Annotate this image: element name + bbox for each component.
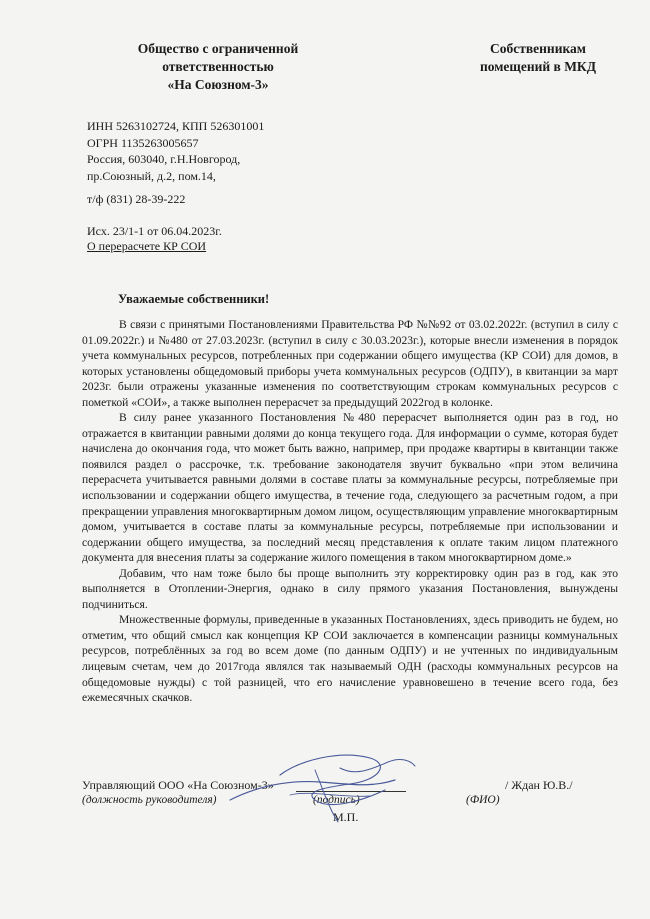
body-paragraph: В связи с принятыми Постановлениями Правительства РФ №№92 от 03.02.2022г. (вступил в силу с 01.09.2022г.) и №480 от 27.03.2023г. (вступил в силу с 30.03.2023г.), которые внесли изменения в порядок учета коммунальных ресурсов, потребленных при содержании общего имущества (КР СОИ) для домов, в которых установлены общедомовый приборы учета коммунальных ресурсов (ОДПУ), в квитанции за март 2023г. были отражены указанные изменения по соответствующим строкам коммунальных ресурсов с пометкой «СОИ», а также выполнен перерасчет за предыдущий 2022год в колонке. — [82, 318, 618, 409]
recipient-line: помещений в МКД — [479, 59, 597, 74]
sender-organization — [118, 40, 318, 94]
requisite-line: Россия, 603040, г.Н.Новгород, — [87, 152, 241, 166]
caption-signature: (подпись) — [313, 794, 360, 806]
body-paragraph: В силу ранее указанного Постановления №480 перерасчет выполняется один раз в год, но отражается в квитанции равными долями до конца текущего года. Для информации о сумме, которая будет начислена до окончания года, что может быть важно, например, при продаже квартиры в квитанции также появился раздел о рассрочке, т.к. требование законодателя звучит буквально «при этом величина перерасчета учитывается равными долями в составе платы за коммунальные ресурсы, потребляемые при использовании и содержании общего имущества, в течение года, следующего за расчетным годом, а при прекращении управления многоквартирным домом лицом, осуществляющим управление многоквартирным домом, учитывается в составе платы за коммунальные ресурсы, потребляемые при использовании и содержании общего имущества, за последний месяц представления к оплате таким лицом платежного документа для внесения платы за содержание жилого помещения в таком многоквартирном доме.» — [82, 411, 618, 565]
requisite-line: ИНН 5263102724, КПП 526301001 — [87, 119, 265, 133]
stamp-place: М.П. — [333, 810, 359, 824]
handwritten-signature — [220, 740, 420, 830]
caption-position: (должность руководителя) — [82, 794, 217, 806]
signer-position: Управляющий ООО «На Союзном-3» — [82, 778, 274, 792]
requisite-line: пр.Союзный, д.2, пом.14, — [87, 168, 216, 183]
sender-requisites — [87, 118, 337, 184]
requisite-line: ОГРН 1135263005657 — [87, 135, 199, 150]
recipient-line: Собственникам — [489, 41, 586, 56]
org-line: «На Союзном-3» — [167, 77, 269, 92]
sender-phone: т/ф (831) 28-39-222 — [87, 192, 186, 206]
outgoing-number: Исх. 23/1-1 от 06.04.2023г. — [87, 224, 222, 238]
caption-fio: (ФИО) — [466, 794, 500, 806]
letter-subject: О перерасчете КР СОИ — [87, 239, 207, 253]
greeting: Уважаемые собственники! — [118, 292, 270, 306]
body-paragraph: Множественные формулы, приведенные в указанных Постановлениях, здесь приводить не будем, но отметим, что общий смысл как концепция КР СОИ заключается в компенсации разницы коммунальных ресурсов, потреблённых за год во всем доме (по данным ОДПУ) и не учтенных по индивидуальным лицевым счетам, чем до 2017года являлся так называемый ОДН (расходы коммунальных ресурсов на общедомовые нужды) с той разницей, что его начисление уравновешено в течение всего года, без ежемесячных скачков. — [82, 613, 618, 705]
recipient — [458, 40, 618, 76]
signer-name: / Ждан Ю.В./ — [505, 778, 573, 792]
letter-body — [82, 317, 618, 706]
org-line: Общество с ограниченной — [137, 41, 299, 56]
org-line: ответственностью — [162, 59, 274, 74]
body-paragraph: Добавим, что нам тоже было бы проще выполнить эту корректировку один раз в год, как это выполняется в Отоплении-Энергия, однако в силу прямого указания Постановления, вынуждены подчиниться. — [82, 566, 618, 611]
